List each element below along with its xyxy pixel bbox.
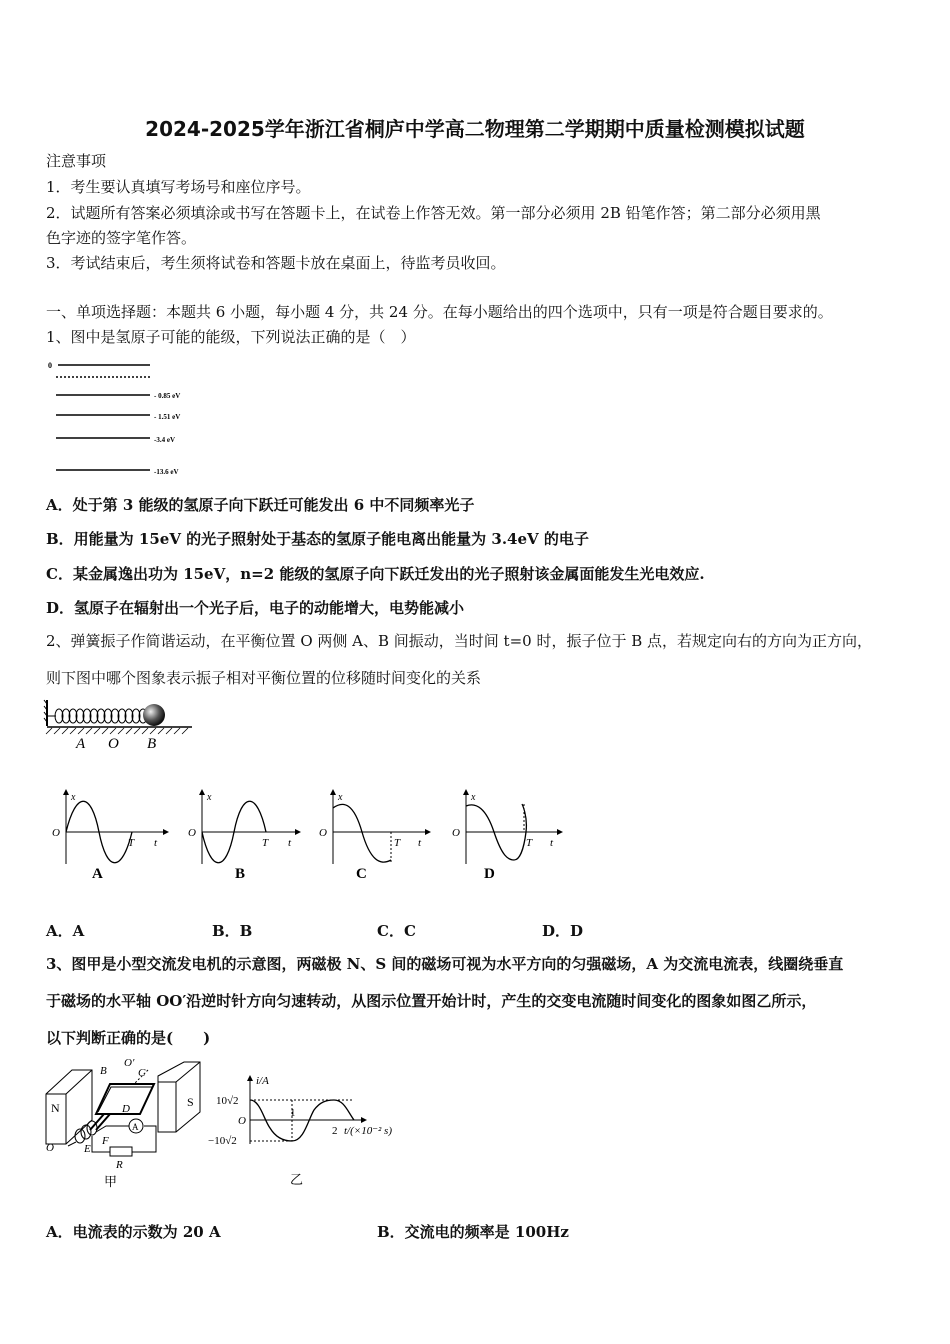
svg-text:O: O bbox=[52, 827, 60, 839]
svg-text:i/A: i/A bbox=[256, 1075, 269, 1087]
section-heading: 一、单项选择题：本题共 6 小题，每小题 4 分，共 24 分。在每小题给出的四个选项中，只有一项是符合题目要求的。 bbox=[46, 303, 833, 321]
spring-label-o: O bbox=[108, 736, 119, 752]
svg-text:10√2: 10√2 bbox=[216, 1095, 239, 1107]
svg-text:O: O bbox=[452, 827, 460, 839]
notice-item-2: 2．试题所有答案必须填涂或书写在答题卡上，在试卷上作答无效。第一部分必须用 2B 铅笔作答；第二部分必须用黑 bbox=[46, 204, 821, 222]
q2-option-b[interactable]: B．B bbox=[212, 922, 253, 940]
svg-text:x: x bbox=[471, 792, 476, 803]
svg-text:x: x bbox=[338, 792, 343, 803]
q3-stem-3: 以下判断正确的是( ) bbox=[46, 1029, 211, 1047]
spring-label-b: B bbox=[147, 736, 157, 752]
q2-option-c[interactable]: C．C bbox=[377, 922, 416, 940]
level-label-3: -3.4 eV bbox=[154, 436, 175, 444]
notice-item-3: 3．考试结束后，考生须将试卷和答题卡放在桌面上，待监考员收回。 bbox=[46, 254, 506, 272]
q1-option-a[interactable]: A．处于第 3 能级的氢原子向下跃迁可能发出 6 中不同频率光子 bbox=[46, 496, 475, 514]
q2-stem-2: 则下图中哪个图象表示振子相对平衡位置的位移随时间变化的关系 bbox=[46, 669, 482, 687]
svg-text:t: t bbox=[418, 837, 422, 849]
graph-a bbox=[52, 790, 168, 882]
q3-stem-1: 3、图甲是小型交流发电机的示意图，两磁极 N、S 间的磁场可视为水平方向的匀强磁场，A 为交流电流表，线圈绕垂直 bbox=[46, 955, 844, 973]
graph-b bbox=[188, 790, 300, 882]
page-title: 2024-2025学年浙江省桐庐中学高二物理第二学期期中质量检测模拟试题 bbox=[145, 117, 805, 141]
svg-text:1: 1 bbox=[290, 1107, 296, 1119]
svg-text:C: C bbox=[138, 1067, 146, 1079]
svg-text:x: x bbox=[207, 792, 212, 803]
notice-item-1: 1．考生要认真填写考场号和座位序号。 bbox=[46, 178, 311, 196]
svg-text:T: T bbox=[262, 837, 269, 849]
svg-text:O: O bbox=[188, 827, 196, 839]
energy-level-diagram bbox=[46, 358, 206, 478]
q2-graphs bbox=[48, 786, 568, 886]
svg-text:T: T bbox=[128, 837, 135, 849]
svg-text:O: O bbox=[319, 827, 327, 839]
spring-oscillator-figure bbox=[44, 698, 194, 750]
svg-text:x: x bbox=[71, 792, 76, 803]
graph-label-b: B bbox=[235, 866, 246, 882]
level-label-1: - 0.85 eV bbox=[154, 392, 181, 400]
graph-d bbox=[452, 790, 562, 882]
svg-text:O: O bbox=[238, 1115, 246, 1127]
generator-figure bbox=[44, 1056, 204, 1191]
svg-text:T: T bbox=[526, 837, 533, 849]
notice-item-2-cont: 色字迹的签字笔作答。 bbox=[46, 229, 197, 247]
svg-text:F: F bbox=[102, 1135, 109, 1147]
level-label-2: - 1.51 eV bbox=[154, 413, 181, 421]
current-graph bbox=[206, 1072, 406, 1192]
svg-text:E: E bbox=[84, 1143, 91, 1155]
level-label-4: -13.6 eV bbox=[154, 468, 179, 476]
svg-text:t: t bbox=[154, 837, 158, 849]
svg-text:A: A bbox=[132, 1122, 139, 1132]
graph-label-d: D bbox=[484, 866, 495, 882]
magnet-n-label: N bbox=[51, 1101, 60, 1115]
graph-label-a: A bbox=[92, 866, 103, 882]
svg-text:R: R bbox=[116, 1159, 123, 1171]
svg-text:t: t bbox=[550, 837, 554, 849]
q2-option-a[interactable]: A．A bbox=[46, 922, 85, 940]
spring-label-a: A bbox=[76, 736, 86, 752]
q3-stem-2: 于磁场的水平轴 OO′沿逆时针方向匀速转动，从图示位置开始计时，产生的交变电流随时间变化的图象如图乙所示， bbox=[46, 992, 817, 1010]
svg-text:t: t bbox=[288, 837, 292, 849]
q3-option-b[interactable]: B．交流电的频率是 100Hz bbox=[377, 1223, 569, 1241]
q2-stem-1: 2、弹簧振子作简谐运动，在平衡位置 O 两侧 A、B 间振动，当时间 t=0 时，振子位于 B 点，若规定向右的方向为正方向， bbox=[46, 632, 873, 650]
svg-text:2: 2 bbox=[332, 1125, 338, 1137]
level-label-0: 0 bbox=[48, 361, 52, 370]
oscillator-ball bbox=[143, 704, 165, 726]
spring-coil bbox=[55, 709, 147, 723]
svg-text:O′: O′ bbox=[124, 1057, 135, 1069]
notice-heading: 注意事项 bbox=[46, 152, 107, 170]
magnet-s-label: S bbox=[187, 1095, 194, 1109]
svg-text:T: T bbox=[394, 837, 401, 849]
figure-b-caption: 乙 bbox=[290, 1172, 304, 1187]
q2-option-d[interactable]: D．D bbox=[542, 922, 584, 940]
figure-a-caption: 甲 bbox=[104, 1174, 118, 1189]
q1-option-c[interactable]: C．某金属逸出功为 15eV，n=2 能级的氢原子向下跃迁发出的光子照射该金属面能发生光电效应. bbox=[46, 565, 705, 583]
svg-text:O: O bbox=[46, 1142, 54, 1154]
svg-text:t/(×10⁻² s): t/(×10⁻² s) bbox=[344, 1125, 392, 1137]
graph-label-c: C bbox=[356, 866, 367, 882]
graph-c bbox=[319, 790, 430, 882]
q1-stem: 1、图中是氢原子可能的能级，下列说法正确的是（ ） bbox=[46, 328, 416, 346]
svg-text:D: D bbox=[122, 1103, 130, 1115]
svg-text:−10√2: −10√2 bbox=[208, 1135, 237, 1147]
q1-option-b[interactable]: B．用能量为 15eV 的光子照射处于基态的氢原子能电离出能量为 3.4eV 的电子 bbox=[46, 530, 589, 548]
svg-text:B: B bbox=[100, 1065, 107, 1077]
q1-option-d[interactable]: D．氢原子在辐射出一个光子后，电子的动能增大，电势能减小 bbox=[46, 599, 465, 617]
q3-option-a[interactable]: A．电流表的示数为 20 A bbox=[46, 1223, 221, 1241]
